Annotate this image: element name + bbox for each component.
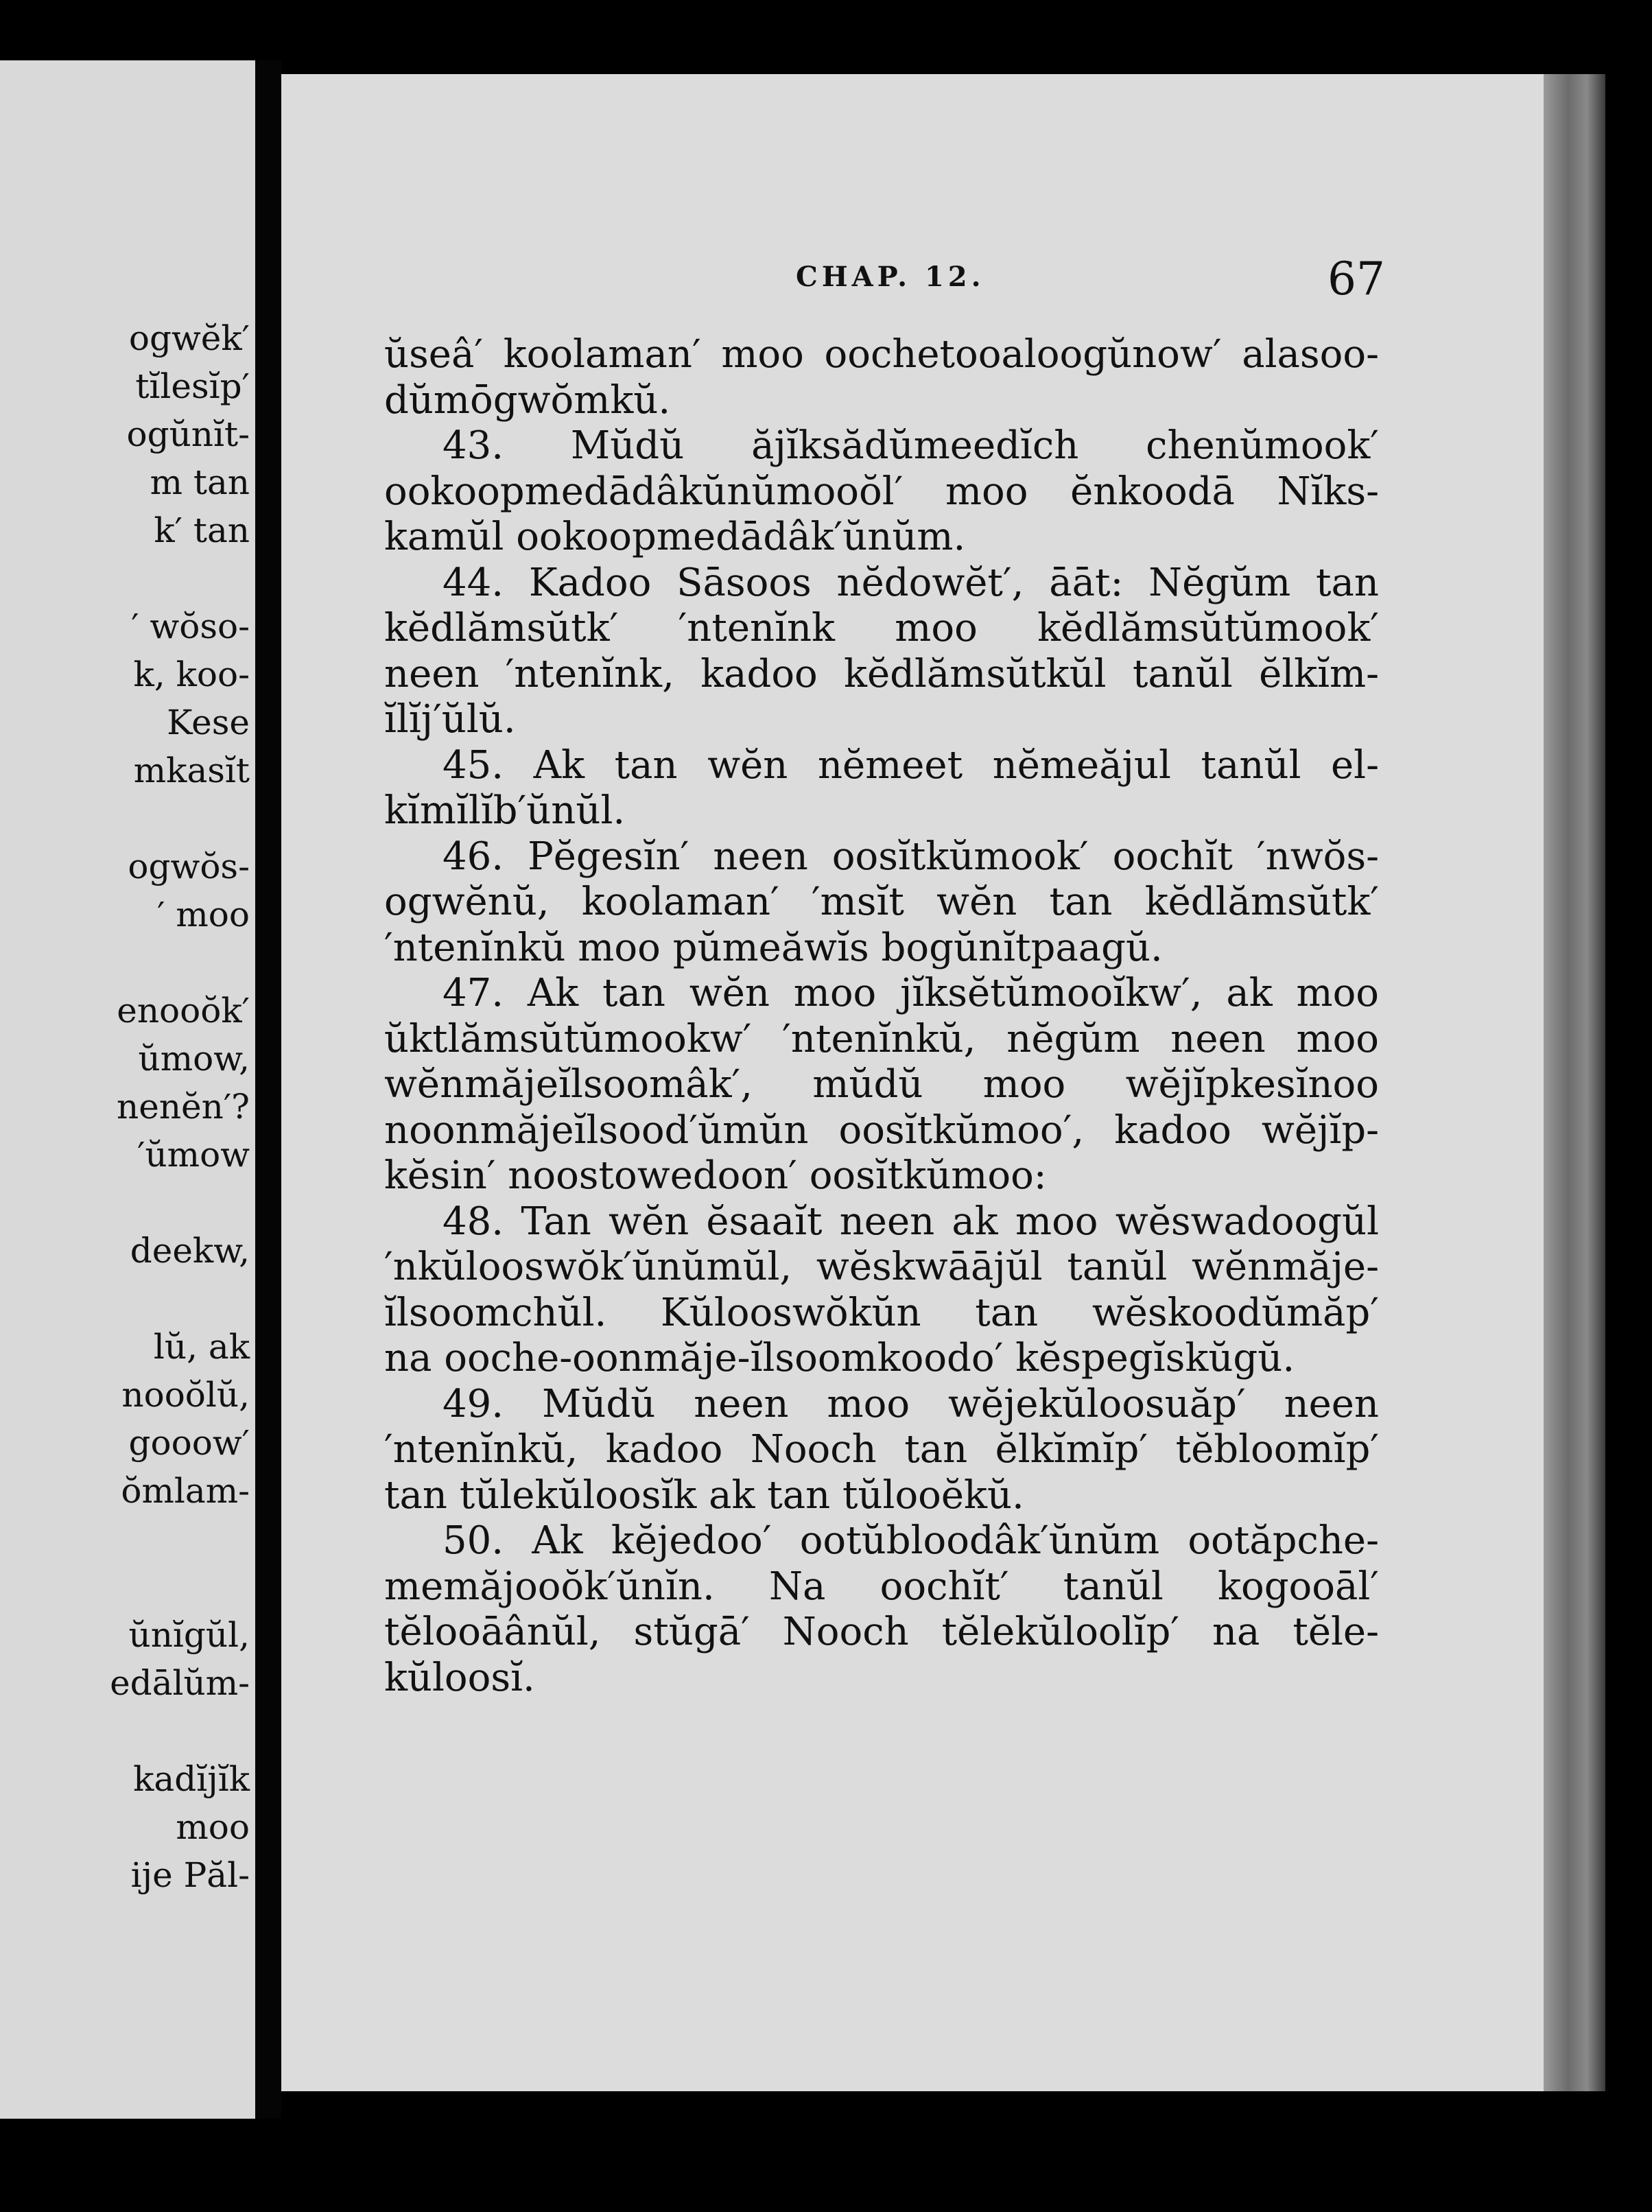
left-page-line: edālŭm- [110, 1663, 250, 1703]
page-edge-stack [1544, 74, 1605, 2091]
text-line: na ooche-oonmăje-ĭlsoomkoodo′ kĕspegĭskŭgŭ. [384, 1336, 1295, 1380]
text-line: kamŭl ookoopmedādâk′ŭnŭm. [384, 515, 966, 559]
page-number: 67 [1328, 252, 1385, 305]
text-line: dŭmōgwŏmkŭ. [384, 377, 671, 423]
text-line: 49. Mŭdŭ neen moo wĕjekŭloosuăp′ neen [442, 1381, 1379, 1426]
text-line: memăjooŏk′ŭnĭn. Na oochĭt′ tanŭl kogooāl′ [384, 1564, 1379, 1609]
left-page-line: k′ tan [154, 510, 250, 550]
text-line: ogwĕnŭ, koolaman′ ′msĭt wĕn tan kĕdlămsŭtk′ [384, 880, 1379, 924]
left-page-line: m tan [150, 462, 250, 502]
left-page-line: mkasĭt [133, 751, 250, 790]
text-line: 50. Ak kĕjedoo′ ootŭbloodâk′ŭnŭm ootăpche- [442, 1518, 1379, 1563]
text-line: kĕsin′ noostowedoon′ oosĭtkŭmoo: [384, 1153, 1047, 1198]
left-page-line: kadĭjĭk [133, 1759, 250, 1799]
left-page-line: enooŏk′ [117, 991, 250, 1031]
text-line: 46. Pĕgesĭn′ neen oosĭtkŭmook′ oochĭt ′nwŏs- [442, 834, 1379, 879]
left-page-line: ogwĕk′ [128, 318, 250, 358]
left-page-line: nenĕn′? [117, 1087, 250, 1127]
verse-text-block [384, 332, 1379, 1701]
left-page-fragment [0, 60, 255, 2119]
left-page-line: ′ŭmow [137, 1135, 250, 1175]
left-page-line: ije Păl- [130, 1855, 250, 1895]
text-line: ŭseâ′ koolaman′ moo oochetooaloogŭnow′ alasoo- [384, 332, 1379, 377]
text-line: kŭloosĭ. [384, 1655, 535, 1700]
text-line: ′ntenĭnkŭ moo pŭmeăwĭs bogŭnĭtpaagŭ. [384, 925, 1163, 970]
text-line: ookoopmedādâkŭnŭmooŏl′ moo ĕnkoodā Nĭks- [384, 469, 1379, 514]
text-line: 44. Kadoo Sāsoos nĕdowĕt′, āāt: Nĕgŭm tan [442, 560, 1379, 605]
text-line: wĕnmăjeĭlsoomâk′, mŭdŭ moo wĕjĭpkesĭnoo [384, 1062, 1379, 1107]
text-line: 45. Ak tan wĕn nĕmeet nĕmeăjul tanŭl el- [442, 742, 1379, 788]
text-line: ′nkŭlooswŏk′ŭnŭmŭl, wĕskwāājŭl tanŭl wĕnmăje- [384, 1245, 1379, 1289]
book-gutter [255, 60, 281, 2119]
text-line: kĕdlămsŭtk′ ′ntenĭnk moo kĕdlămsŭtŭmook′ [384, 606, 1379, 650]
left-page-line: ŭmow, [138, 1039, 250, 1079]
left-page-line: k, koo- [133, 655, 250, 694]
left-page-line: ŏmlam- [121, 1471, 250, 1511]
text-line: ŭktlămsŭtŭmookw′ ′ntenĭnkŭ, nĕgŭm neen moo [384, 1016, 1379, 1061]
text-line: ′ntenĭnkŭ, kadoo Nooch tan ĕlkĭmĭp′ tĕbloomĭp′ [384, 1427, 1379, 1472]
text-line: 43. Mŭdŭ ăjĭksădŭmeedĭch chenŭmook′ [442, 423, 1379, 468]
text-line: kĭmĭlĭb′ŭnŭl. [384, 788, 626, 833]
left-page-line: Kese [167, 703, 250, 742]
left-page-line: ′ wŏso- [131, 607, 250, 646]
left-page-line: tĭlesĭp′ [135, 366, 250, 406]
left-page-line: nooŏlŭ, [121, 1375, 250, 1415]
text-line: neen ′ntenĭnk, kadoo kĕdlămsŭtkŭl tanŭl ĕlkĭm- [384, 651, 1379, 696]
running-head: CHAP. 12. [796, 261, 985, 293]
text-line: 47. Ak tan wĕn moo jĭksĕtŭmooĭkw′, ak moo [442, 971, 1379, 1015]
left-page-line: moo [176, 1807, 250, 1847]
text-line: 48. Tan wĕn ĕsaaĭt neen ak moo wĕswadoogŭl [442, 1199, 1379, 1244]
left-page-line: ′ moo [157, 895, 250, 934]
left-page-line: lŭ, ak [153, 1327, 250, 1367]
text-line: tĕlooāânŭl, stŭgā′ Nooch tĕlekŭloolĭp′ na tĕle- [384, 1610, 1379, 1654]
left-page-line: deekw, [130, 1231, 250, 1271]
text-line: noonmăjeĭlsood′ŭmŭn oosĭtkŭmoo′, kadoo wĕjĭp- [384, 1107, 1379, 1153]
text-line: ĭlsoomchŭl. Kŭlooswŏkŭn tan wĕskoodŭmăp′ [384, 1290, 1379, 1335]
left-page-line: gooow′ [128, 1423, 250, 1463]
left-page-line: ŭnĭgŭl, [128, 1615, 250, 1655]
text-line: tan tŭlekŭloosĭk ak tan tŭlooĕkŭ. [384, 1472, 1024, 1518]
text-line: ĭlĭj′ŭlŭ. [384, 697, 516, 742]
left-page-line: ogŭnĭt- [126, 414, 250, 454]
left-page-line: ogwŏs- [128, 847, 250, 886]
